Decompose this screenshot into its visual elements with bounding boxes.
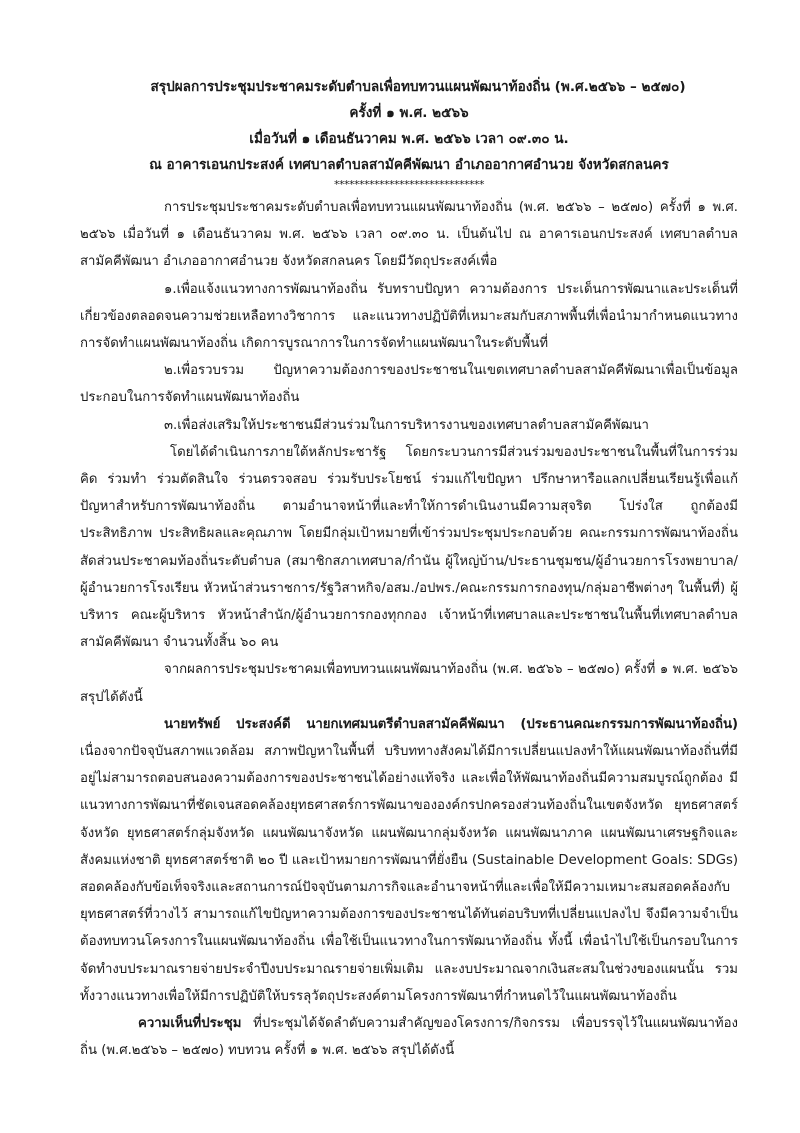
intro-paragraph: การประชุมประชาคมระดับตำบลเพื่อทบทวนแผนพัฒนาท้องถิ่น (พ.ศ. ๒๕๖๖ – ๒๕๗๐) ครั้งที่ ๑ พ.ศ. ๒๕๖๖ เมื่อวันที่ ๑ เดือนธันวาคม พ.ศ. ๒๕๖๖ เวลา ๐๙.๓๐ น. เป็นต้นไป ณ อาคารเอนกประสงค์ เทศบาลตำบลสามัคคีพัฒนา อำเภออากาศอำนวย จังหวัดสกลนคร โดยมีวัตถุประสงค์เพื่อ — [80, 200, 738, 270]
objective-1: ๑.เพื่อแจ้งแนวทางการพัฒนาท้องถิ่น รับทราบปัญหา ความต้องการ ประเด็นการพัฒนาและประเด็นที่เกี่ยวข้องตลอดจนความช่วยเหลือทางวิชาการ และแนวทางปฏิบัติที่เหมาะสมกับสภาพพื้นที่เพื่อนำมากำหนดแนวทางการจัดทำแผนพัฒนาท้องถิ่น เกิดการบูรณาการในการจัดทำแผนพัฒนาในระดับพื้นที่ — [80, 281, 738, 352]
opinion-paragraph — [80, 1010, 738, 1064]
meeting-date: เมื่อวันที่ ๑ เดือนธันวาคม พ.ศ. ๒๕๖๖ เวลา ๐๙.๓๐ น. — [249, 131, 569, 147]
objective-2: ๒.เพื่อรวบรวม ปัญหาความต้องการของประชาชนในเขตเทศบาลตำบลสามัคคีพัฒนาเพื่อเป็นข้อมูลประกอบในการจัดทำแผนพัฒนาท้องถิ่น — [80, 363, 738, 406]
result-intro-paragraph: จากผลการประชุมประชาคมเพื่อทบทวนแผนพัฒนาท้องถิ่น (พ.ศ. ๒๕๖๖ – ๒๕๗๐) ครั้งที่ ๑ พ.ศ. ๒๕๖๖ สรุปได้ดังนี้ — [80, 662, 738, 705]
objective-3: ๓.เพื่อส่งเสริมให้ประชาชนมีส่วนร่วมในการบริหารงานของเทศบาลตำบลสามัคคีพัฒนา — [164, 417, 649, 433]
meeting-number: ครั้งที่ ๑ พ.ศ. ๒๕๖๖ — [349, 105, 469, 121]
opinion-label: ความเห็นที่ประชุม — [138, 1016, 242, 1032]
speaker-paragraph — [80, 711, 738, 1010]
separator-line: ****************************** — [334, 178, 484, 191]
opinion-text: ที่ประชุมได้จัดลำดับความสำคัญของโครงการ/กิจกรรม เพื่อบรรจุไว้ในแผนพัฒนาท้องถิ่น (พ.ศ.๒๕๖๖ – ๒๕๗๐) ทบทวน ครั้งที่ ๑ พ.ศ. ๒๕๖๖ สรุปได้ดังนี้ — [80, 1016, 738, 1059]
speaker-statement: เนื่องจากปัจจุบันสภาพแวดล้อม สภาพปัญหาในพื้นที่ บริบททางสังคมได้มีการเปลี่ยนแปลงทำให้แผนพัฒนาท้องถิ่นที่มีอยู่ไม่สามารถตอบสนองความต้องการของประชาชนได้อย่างแท้จริง และเพื่อให้พัฒนาท้องถิ่นมีความสมบูรณ์ถูกต้อง มีแนวทางการพัฒนาที่ชัดเจนสอดคล้องยุทธศาสตร์การพัฒนาขององค์กรปกครองส่วนท้องถิ่นในเขตจังหวัด ยุทธศาสตร์จังหวัด ยุทธศาสตร์กลุ่มจังหวัด แผนพัฒนาจังหวัด แผนพัฒนากลุ่มจังหวัด แผนพัฒนาภาค แผนพัฒนาเศรษฐกิจและสังคมแห่งชาติ ยุทธศาสตร์ชาติ ๒๐ ปี และเป้าหมายการพัฒนาที่ยั่งยืน (Sustainable Development Goals: SDGs) สอดคล้องกับข้อเท็จจริงและสถานการณ์ปัจจุบันตามภารกิจและอำนาจหน้าที่และเพื่อให้มีความเหมาะสมสอดคล้องกับยุทธศาสตร์ที่วางไว้ สามารถแก้ไขปัญหาความต้องการของประชาชนได้ทันต่อบริบทที่เปลี่ยนแปลงไป จึงมีความจำเป็นต้องทบทวนโครงการในแผนพัฒนาท้องถิ่น เพื่อใช้เป็นแนวทางในการพัฒนาท้องถิ่น ทั้งนี้ เพื่อนำไปใช้เป็นกรอบในการจัดทำงบประมาณรายจ่ายประจำปีงบประมาณรายจ่ายเพิ่มเติม และงบประมาณจากเงินสะสมในช่วงของแผนนั้น รวมทั้งวางแนวทางเพื่อให้มีการปฏิบัติให้บรรลุวัตถุประสงค์ตามโครงการพัฒนาที่กำหนดไว้ในแผนพัฒนาท้องถิ่น — [80, 744, 738, 1004]
meeting-venue: ณ อาคารเอนกประสงค์ เทศบาลตำบลสามัคคีพัฒนา อำเภออากาศอำนวย จังหวัดสกลนคร — [149, 157, 669, 173]
document-title: สรุปผลการประชุมประชาคมระดับตำบลเพื่อทบทวนแผนพัฒนาท้องถิ่น (พ.ศ.๒๕๖๖ – ๒๕๗๐) — [150, 79, 686, 95]
speaker-name: นายทรัพย์ ประสงค์ดี นายกเทศมนตรีตำบลสามัคคีพัฒนา (ประธานคณะกรรมการพัฒนาท้องถิ่น) — [164, 716, 738, 732]
method-paragraph: โดยได้ดำเนินการภายใต้หลักประชารัฐ โดยกระบวนการมีส่วนร่วมของประชาชนในพื้นที่ในการร่วมคิด ร่วมทำ ร่วมตัดสินใจ ร่วนตรวจสอบ ร่วมรับประโยชน์ ร่วมแก้ไขปัญหา ปรึกษาหารือแลกเปลี่ยนเรียนรู้เพื่อแก้ปัญหาสำหรับการพัฒนาท้องถิ่น ตามอำนาจหน้าที่และทำให้การดำเนินงานมีความสุจริต โปร่งใส ถูกต้องมีประสิทธิภาพ ประสิทธิผลและคุณภาพ โดยมีกลุ่มเป้าหมายที่เข้าร่วมประชุมประกอบด้วย คณะกรรมการพัฒนาท้องถิ่น สัดส่วนประชาคมท้องถิ่นระดับตำบล (สมาชิกสภาเทศบาล/กำนัน ผู้ใหญ่บ้าน/ประธานชุมชน/ผู้อำนวยการโรงพยาบาล/ผู้อำนวยการโรงเรียน หัวหน้าส่วนราชการ/รัฐวิสาหกิจ/อสม./อปพร./คณะกรรมการกองทุน/กลุ่มอาชีพต่างๆ ในพื้นที่) ผู้บริหาร คณะผู้บริหาร หัวหน้าสำนัก/ผู้อำนวยการกองทุกกอง เจ้าหน้าที่เทศบาลและประชาชนในพื้นที่เทศบาลตำบลสามัคคีพัฒนา จำนวนทั้งสิ้น ๖๐ คน — [80, 444, 738, 651]
